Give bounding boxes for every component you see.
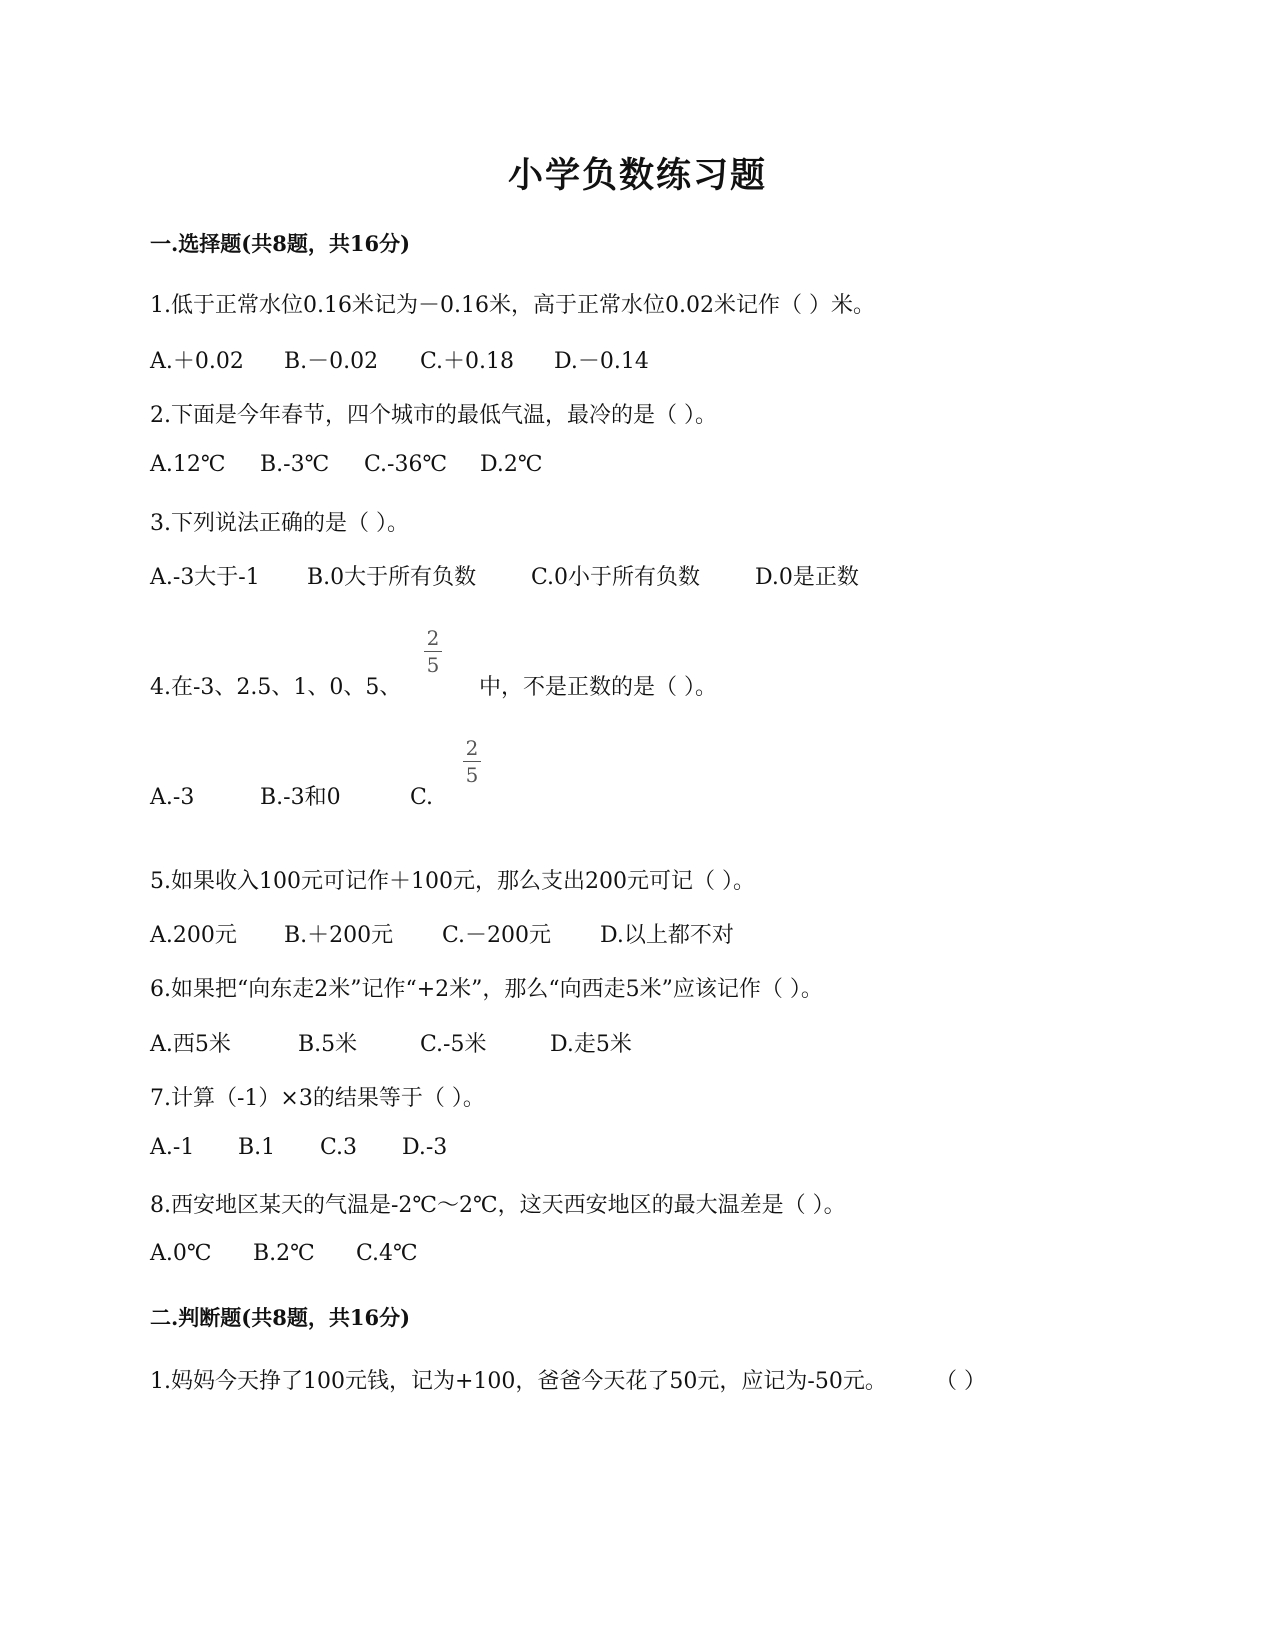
question-6-stem: 6.如果把“向东走2米”记作“+2米”，那么“向西走5米”应该记作（ ）。	[150, 977, 823, 1002]
question-7-option-d: D.-3	[402, 1135, 448, 1160]
question-2-option-c: C.-36℃	[364, 452, 448, 477]
question-2-option-d: D.2℃	[480, 452, 543, 477]
question-4-option-c-fraction	[461, 736, 483, 787]
question-4-options	[150, 780, 433, 811]
page-title: 小学负数练习题	[507, 155, 767, 196]
question-6-option-d: D.走5米	[550, 1032, 632, 1057]
judgment-question-1-blank: （ ）	[935, 1369, 986, 1394]
section-heading-choice: 一.选择题(共8题，共16分)	[150, 231, 411, 256]
question-5-stem: 5.如果收入100元可记作＋100元，那么支出200元可记（ ）。	[150, 869, 755, 894]
question-5-option-a: A.200元	[150, 923, 237, 948]
question-7-option-c: C.3	[320, 1135, 358, 1160]
question-6-option-a: A.西5米	[150, 1032, 231, 1057]
fraction-numerator: 2	[465, 736, 479, 760]
fraction-denominator: 5	[426, 653, 440, 677]
question-4-option-c: C.	[410, 785, 434, 810]
question-3-option-a: A.-3大于-1	[150, 565, 260, 590]
question-1-option-d: D.－0.14	[554, 349, 649, 374]
judgment-question-1-stem: 1.妈妈今天挣了100元钱，记为+100，爸爸今天花了50元，应记为-50元。	[150, 1369, 887, 1394]
question-2-option-b: B.-3℃	[260, 452, 330, 477]
question-1-stem: 1.低于正常水位0.16米记为－0.16米，高于正常水位0.02米记作（ ）米。	[150, 293, 875, 318]
question-4-option-b: B.-3和0	[260, 785, 341, 810]
question-1-option-b: B.－0.02	[284, 349, 379, 374]
question-4-fraction	[422, 626, 444, 677]
question-8-option-c: C.4℃	[356, 1241, 418, 1266]
question-5-options	[150, 918, 734, 949]
question-6-options	[150, 1027, 632, 1058]
question-2-option-a: A.12℃	[150, 452, 226, 477]
section-heading-judgment: 二.判断题(共8题，共16分)	[150, 1305, 411, 1330]
fraction-bar	[463, 761, 481, 762]
question-6-option-c: C.-5米	[420, 1032, 487, 1057]
question-7-option-b: B.1	[238, 1135, 276, 1160]
question-4-stem-start: 4.在-3、2.5、1、0、5、	[150, 675, 402, 700]
question-3-option-d: D.0是正数	[755, 565, 859, 590]
question-5-option-c: C.－200元	[442, 923, 552, 948]
question-5-option-d: D.以上都不对	[600, 923, 734, 948]
question-8-options	[150, 1241, 418, 1266]
question-7-option-a: A.-1	[150, 1135, 195, 1160]
question-4-option-a: A.-3	[150, 785, 195, 810]
question-4-stem-end: 中，不是正数的是（ ）。	[479, 675, 717, 700]
question-6-option-b: B.5米	[298, 1032, 358, 1057]
question-1-option-a: A.＋0.02	[150, 349, 244, 374]
question-7-options	[150, 1135, 447, 1160]
question-3-option-c: C.0小于所有负数	[531, 565, 701, 590]
question-1-options	[150, 344, 649, 375]
question-2-stem: 2.下面是今年春节，四个城市的最低气温，最冷的是（ ）。	[150, 403, 717, 428]
question-1-option-c: C.＋0.18	[420, 349, 515, 374]
question-3-options	[150, 560, 859, 591]
question-5-option-b: B.＋200元	[284, 923, 394, 948]
fraction-denominator: 5	[465, 763, 479, 787]
question-7-stem: 7.计算（-1）×3的结果等于（ ）。	[150, 1086, 485, 1111]
fraction-bar	[424, 651, 442, 652]
question-8-stem: 8.西安地区某天的气温是-2℃～2℃，这天西安地区的最大温差是（ ）。	[150, 1193, 846, 1218]
question-3-option-b: B.0大于所有负数	[307, 565, 477, 590]
question-8-option-b: B.2℃	[253, 1241, 315, 1266]
question-2-options	[150, 452, 542, 477]
question-3-stem: 3.下列说法正确的是（ ）。	[150, 511, 409, 536]
question-8-option-a: A.0℃	[150, 1241, 212, 1266]
fraction-numerator: 2	[426, 626, 440, 650]
